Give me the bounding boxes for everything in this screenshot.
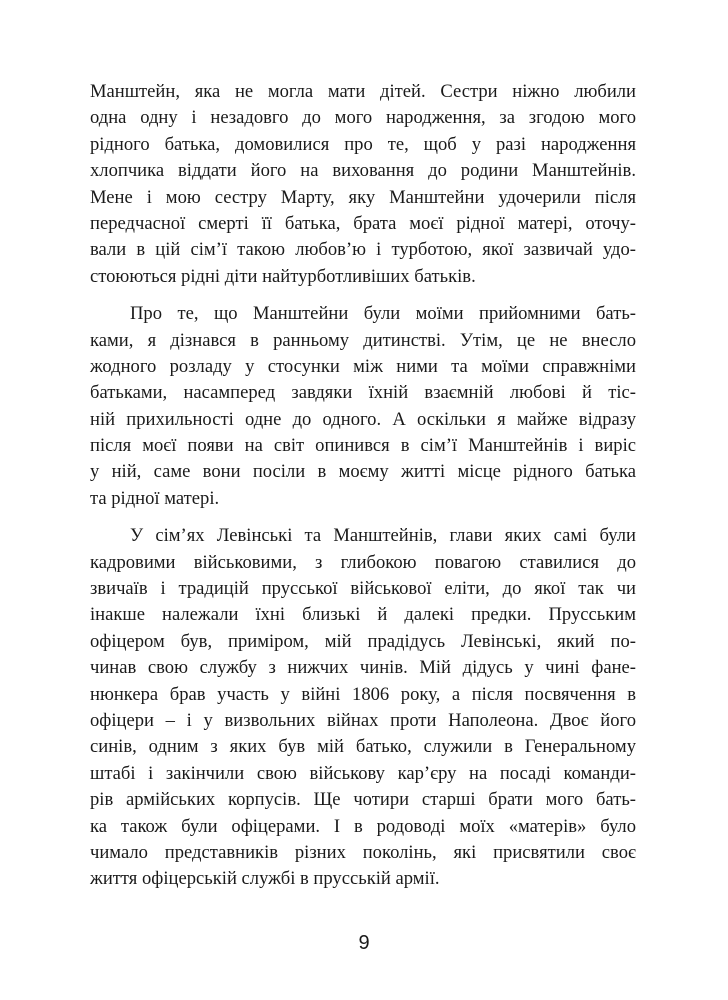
body-text: [90, 79, 636, 893]
text-line: Мене і мою сестру Марту, яку Манштейни удочерили після: [90, 186, 636, 208]
text-line: та рідної матері.: [90, 487, 220, 509]
text-line: нюнкера брав участь у війні 1806 року, а після посвячення в: [90, 683, 636, 705]
text-line: кадровими військовими, з глибокою повагою ставилися до: [90, 551, 636, 573]
text-line: інакше належали їхні близькі й далекі предки. Прусським: [90, 604, 636, 626]
text-line: після моєї появи на світ опинився в сім’ї Манштейнів і виріс: [90, 435, 636, 457]
paragraph-gap: [90, 290, 636, 301]
text-line: У сім’ях Левінські та Манштейнів, глави яких самі були: [130, 525, 636, 547]
text-line: ками, я дізнався в ранньому дитинстві. Утім, це не внесло: [90, 329, 636, 351]
text-line: життя офіцерській службі в прусській армії.: [90, 868, 440, 890]
text-line: ній прихильності одне до одного. А оскільки я майже відразу: [90, 408, 636, 430]
text-line: чинав свою службу з нижчих чинів. Мій дідусь у чині фане-: [90, 657, 636, 679]
text-line: чимало представників різних поколінь, які присвятили своє: [90, 841, 636, 863]
text-line: Манштейн, яка не могла мати дітей. Сестри ніжно любили: [90, 81, 636, 102]
text-line: стоюються рідні діти найтурботливіших батьків.: [90, 265, 476, 287]
page-number: 9: [358, 932, 370, 954]
text-line: офіцером був, приміром, мій прадідусь Левінські, який по-: [90, 630, 636, 652]
text-line: рів армійських корпусів. Ще чотири старші брати мого бать-: [90, 789, 636, 811]
text-line: передчасної смерті її батька, брата моєї рідної матері, оточу-: [90, 212, 636, 234]
paragraph-gap: [90, 512, 636, 523]
text-line: штабі і закінчили свою військову кар’єру на посаді команди-: [90, 762, 636, 784]
text-line: одна одну і незадовго до мого народження, за згодою мого: [90, 107, 636, 129]
text-line: жодного розладу у стосунки між ними та моїми справжніми: [90, 355, 636, 377]
text-line: офіцери – і у визвольних війнах проти Наполеона. Двоє його: [90, 709, 636, 731]
text-line: Про те, що Манштейни були моїми прийомними бать-: [130, 303, 636, 325]
text-line: звичаїв і традицій прусської військової еліти, до якої так чи: [90, 578, 636, 600]
text-line: у ній, саме вони посіли в моєму житті місце рідного батька: [90, 461, 636, 483]
text-line: синів, одним з яких був мій батько, служили в Генеральному: [90, 736, 636, 758]
text-line: ка також були офіцерами. І в родоводі моїх «матерів» було: [90, 815, 636, 837]
text-line: вали в цій сім’ї такою любов’ю і турботою, якої зазвичай удо-: [90, 239, 636, 261]
text-line: батьками, насамперед завдяки їхній взаємній любові й тіс-: [90, 382, 636, 404]
text-line: рідного батька, домовилися про те, щоб у разі народження: [90, 133, 636, 155]
text-line: хлопчика віддати його на виховання до родини Манштейнів.: [90, 160, 636, 182]
